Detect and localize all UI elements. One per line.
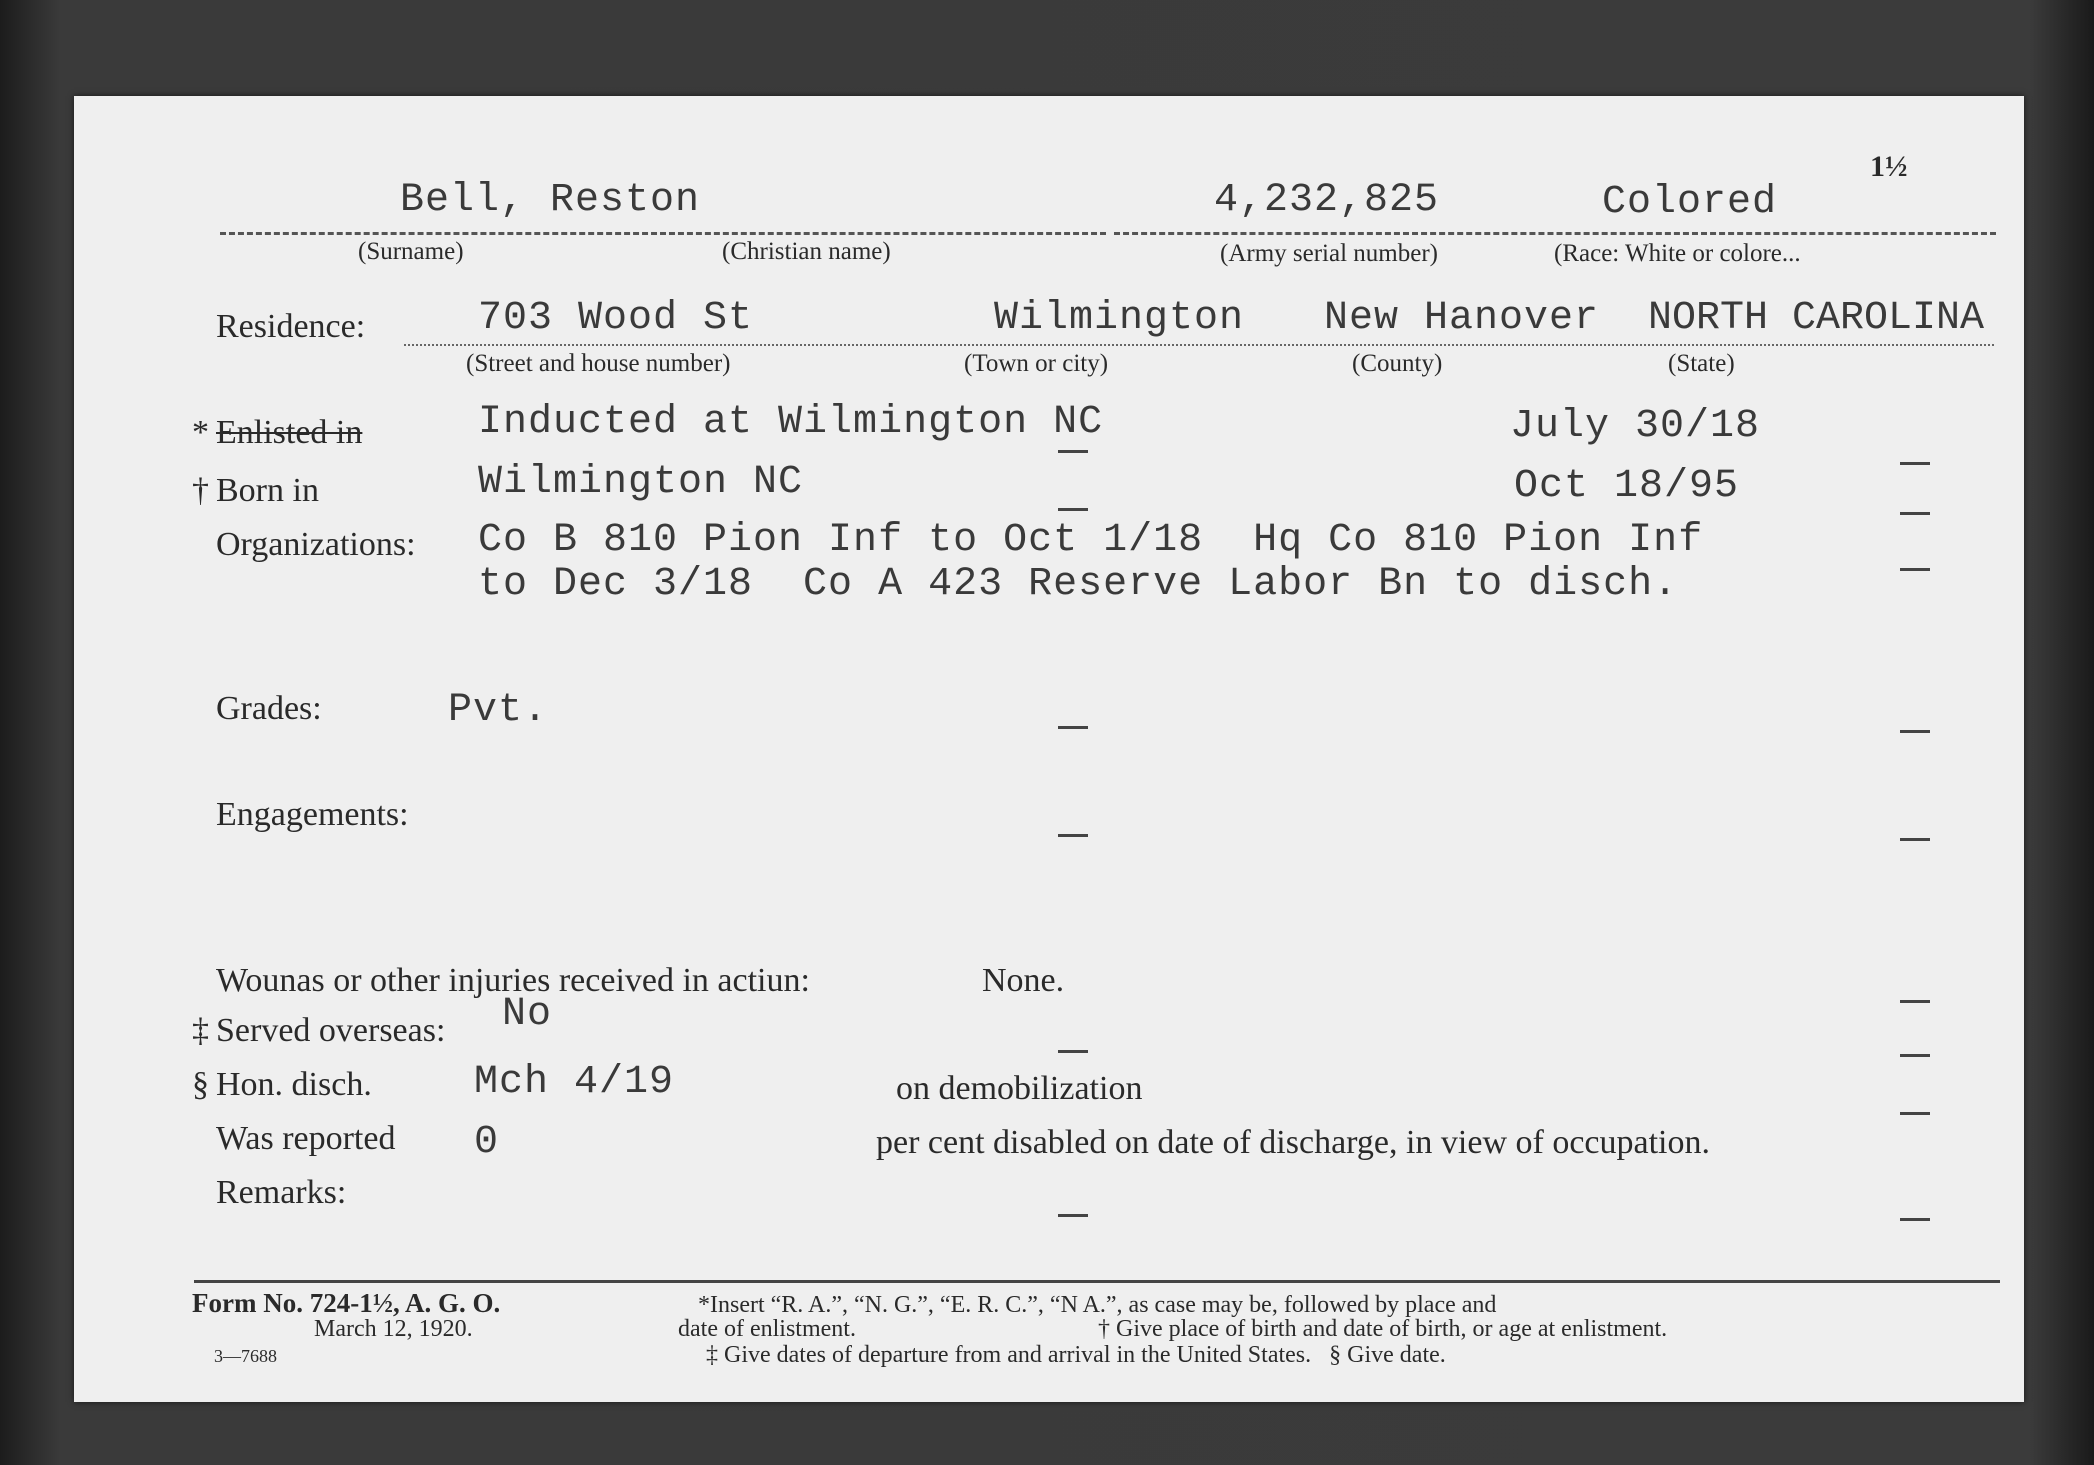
residence-label: Residence: — [216, 308, 366, 345]
grades-mid-tick — [1058, 726, 1088, 729]
reported-text: per cent disabled on date of discharge, in view of occupation. — [876, 1124, 1710, 1161]
born-mid-tick — [1058, 508, 1088, 511]
wounds-value: None. — [982, 962, 1065, 999]
overseas-tick — [1900, 1054, 1930, 1057]
born-place: Wilmington NC — [478, 460, 804, 505]
street-caption: (Street and house number) — [466, 350, 731, 377]
discharge-tick — [1900, 1112, 1930, 1115]
born-mark: † — [192, 472, 209, 509]
state-caption: (State) — [1668, 350, 1735, 377]
organizations-line-1: Co B 810 Pion Inf to Oct 1/18 Hq Co 810 Pion Inf — [478, 518, 1704, 563]
wounds-label: Wounas or other injuries received in actiun: — [216, 962, 810, 999]
footnote-enlistment-cont: date of enlistment. — [678, 1316, 856, 1342]
footnote-enlistment: *Insert “R. A.”, “N. G.”, “E. R. C.”, “N A.”, as case may be, followed by place and — [698, 1292, 1497, 1318]
town-caption: (Town or city) — [964, 350, 1109, 377]
race-value: Colored — [1602, 180, 1778, 225]
organizations-tick — [1900, 568, 1930, 571]
overseas-value: No — [502, 992, 553, 1037]
discharge-date: Mch 4/19 — [474, 1060, 675, 1105]
serial-caption: (Army serial number) — [1220, 240, 1438, 267]
name-value: Bell, Reston — [400, 178, 701, 223]
wounds-tick — [1900, 1000, 1930, 1003]
enlisted-place: Inducted at Wilmington NC — [478, 400, 1104, 445]
form-number: Form No. 724-1½, A. G. O. — [192, 1288, 501, 1318]
form-date: March 12, 1920. — [314, 1316, 473, 1342]
born-label: Born in — [216, 472, 319, 509]
overseas-mark: ‡ — [192, 1012, 209, 1049]
residence-underline — [404, 344, 1994, 346]
discharge-mark: § — [192, 1066, 209, 1103]
organizations-line-2: to Dec 3/18 Co A 423 Reserve Labor Bn to disch. — [478, 562, 1679, 607]
enlisted-mid-tick — [1058, 450, 1088, 453]
name-underline — [220, 232, 1106, 235]
race-caption: (Race: White or colore... — [1554, 240, 1801, 267]
enlisted-date: July 30/18 — [1510, 404, 1761, 449]
print-code: 3—7688 — [214, 1346, 277, 1366]
residence-state: NORTH CAROLINA — [1648, 296, 1985, 341]
remarks-mid-tick — [1058, 1214, 1088, 1217]
overseas-label: Served overseas: — [216, 1012, 446, 1049]
christian-name-caption: (Christian name) — [722, 238, 891, 265]
remarks-tick — [1900, 1218, 1930, 1221]
serial-value: 4,232,825 — [1214, 178, 1440, 223]
remarks-label: Remarks: — [216, 1174, 347, 1211]
footer-rule — [194, 1280, 2000, 1283]
county-caption: (County) — [1352, 350, 1443, 377]
engagements-label: Engagements: — [216, 796, 409, 833]
born-tick — [1900, 512, 1930, 515]
enlisted-mark: * — [192, 414, 209, 451]
surname-caption: (Surname) — [358, 238, 464, 265]
discharge-reason: on demobilization — [896, 1070, 1143, 1107]
reported-label: Was reported — [216, 1120, 396, 1157]
service-record-card — [74, 96, 2024, 1402]
reported-value: 0 — [474, 1120, 500, 1165]
engagements-tick — [1900, 838, 1930, 841]
residence-town: Wilmington — [994, 296, 1245, 341]
serial-race-underline — [1114, 232, 1996, 235]
residence-county: New Hanover — [1324, 296, 1600, 341]
residence-street: 703 Wood St — [478, 296, 754, 341]
grades-value: Pvt. — [448, 688, 549, 733]
grades-label: Grades: — [216, 690, 322, 727]
footnote-birth: † Give place of birth and date of birth, or age at enlistment. — [1098, 1316, 1668, 1342]
organizations-label: Organizations: — [216, 526, 416, 563]
overseas-mid-tick — [1058, 1050, 1088, 1053]
enlisted-label: Enlisted in — [216, 414, 363, 451]
corner-mark: 1½ — [1870, 150, 1908, 183]
grades-tick — [1900, 730, 1930, 733]
footnote-overseas: ‡ Give dates of departure from and arrival in the United States. § Give date. — [706, 1342, 1446, 1368]
born-date: Oct 18/95 — [1514, 464, 1740, 509]
discharge-label: Hon. disch. — [216, 1066, 372, 1103]
engagements-mid-tick — [1058, 834, 1088, 837]
enlisted-tick — [1900, 462, 1930, 465]
